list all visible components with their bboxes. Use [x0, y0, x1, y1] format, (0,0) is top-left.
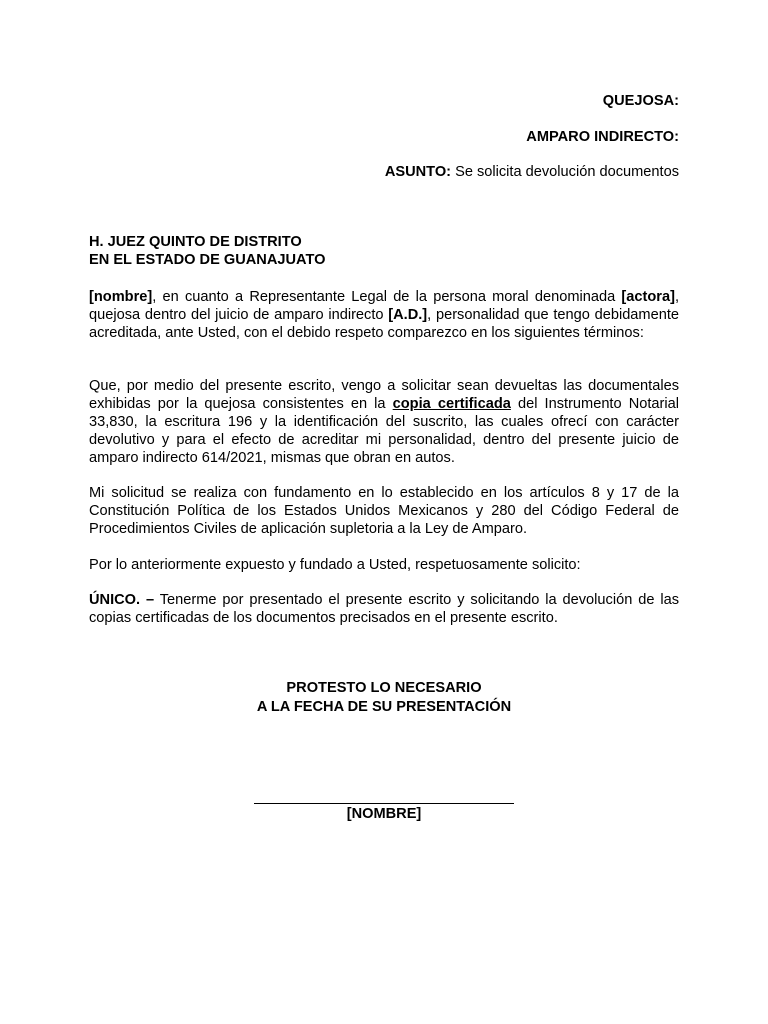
asunto-line — [385, 163, 679, 181]
signature-line — [254, 803, 514, 804]
addressee-line-1: H. JUEZ QUINTO DE DISTRITO — [89, 234, 302, 250]
signature-name: [NOMBRE] — [346, 806, 422, 822]
paragraph1-text-b: , quejosa dentro del juicio de amparo indirecto — [89, 289, 679, 323]
ad-placeholder: [A.D.] — [388, 307, 428, 323]
addressee-line-2: EN EL ESTADO DE GUANAJUATO — [89, 252, 326, 268]
paragraph4-text: Por lo anteriormente expuesto y fundado a Usted, respetuosamente solicito: — [89, 557, 581, 573]
unico-label: ÚNICO. – — [89, 592, 155, 608]
closing-line-1: PROTESTO LO NECESARIO — [286, 680, 482, 696]
paragraph2-text-a: Que, por medio del presente escrito, vengo a solicitar sean devueltas las documentales exhibidas por la quejosa consistentes en la — [89, 378, 679, 412]
paragraph-representation — [89, 288, 679, 342]
quejosa-label: QUEJOSA: — [602, 93, 679, 109]
paragraph5-text: Tenerme por presentado el presente escrito y solicitando la devolución de las copias certificadas de los documentos precisados en el presente escrito. — [89, 592, 680, 626]
paragraph-petition — [89, 556, 679, 574]
paragraph1-text-c: , personalidad que tengo debidamente acreditada, ante Usted, con el debido respeto comparezco en los siguientes términos: — [89, 307, 679, 341]
addressee-block — [89, 233, 326, 269]
asunto-text: Se solicita devolución documentos — [451, 164, 679, 180]
paragraph-request — [89, 377, 679, 467]
paragraph1-text-a: , en cuanto a Representante Legal de la persona moral denominada — [152, 289, 622, 305]
paragraph-unico — [89, 591, 679, 627]
asunto-label: ASUNTO: — [384, 164, 452, 180]
copia-certificada-text: copia certificada — [392, 396, 511, 412]
actora-placeholder: [actora] — [621, 289, 675, 305]
paragraph-legal-basis — [89, 484, 679, 538]
nombre-placeholder: [nombre] — [89, 289, 153, 305]
paragraph2-text-b: del Instrumento Notarial 33,830, la escritura 196 y la identificación del suscrito, las cuales ofrecí con carácter devolutivo y para el efecto de acreditar mi personalidad, dentro del presente juicio de amparo indirecto 614/2021, mismas que obran en autos. — [89, 396, 679, 466]
paragraph3-text: Mi solicitud se realiza con fundamento en lo establecido en los artículos 8 y 17 de la Constitución Política de los Estados Unidos Mexicanos y 280 del Código Federal de Procedimientos Civiles de aplicación supletoria a la Ley de Amparo. — [89, 485, 679, 537]
closing-line-2: A LA FECHA DE SU PRESENTACIÓN — [256, 699, 512, 715]
closing-block — [0, 679, 768, 717]
amparo-indirecto-label: AMPARO INDIRECTO: — [526, 129, 679, 145]
